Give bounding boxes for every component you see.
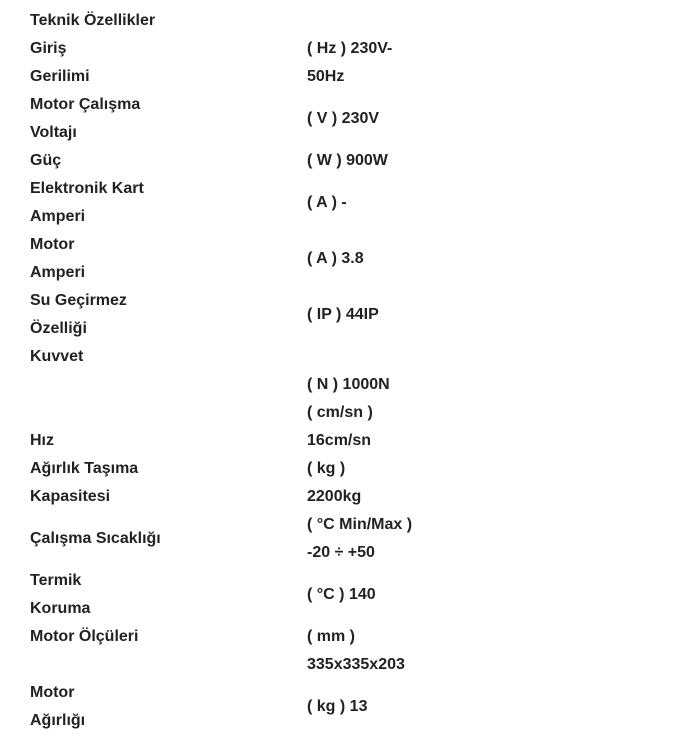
spec-label [30,455,307,511]
spec-row-giris-gerilimi [30,35,670,91]
spec-value-line: ( N ) 1000N [307,376,390,393]
spec-value-line: ( IP ) 44IP [307,306,379,323]
spec-row-kuvvet [30,343,670,399]
spec-row-elektronik-kart-amperi [30,175,670,231]
spec-label-line: Motor Ölçüleri [30,628,139,645]
title-row [30,7,670,35]
spec-label-line: Amperi [30,264,86,281]
spec-label [30,343,307,399]
spec-label-line: Çalışma Sıcaklığı [30,530,161,547]
spec-value-line: ( Hz ) 230V- [307,40,393,57]
spec-label-line: Özelliği [30,320,87,337]
spec-value [307,147,670,175]
spec-label-line: Kuvvet [30,348,84,365]
spec-label-line: Su Geçirmez [30,292,127,309]
spec-label-line: Motor [30,684,75,701]
spec-label [30,399,307,455]
spec-row-motor-olculeri [30,623,670,679]
spec-label-line: Amperi [30,208,86,225]
spec-value [307,35,670,91]
spec-row-guc [30,147,670,175]
spec-value-line: ( cm/sn ) [307,404,373,421]
spec-label-line: Motor Çalışma [30,96,141,113]
spec-row-motor-calisma-voltaji [30,91,670,147]
spec-value [307,343,670,399]
spec-title: Teknik Özellikler [30,12,156,29]
spec-row-termik-koruma [30,567,670,623]
spec-value-line: ( °C ) 140 [307,586,376,603]
spec-label-line: Termik [30,572,82,589]
spec-label [30,35,307,91]
spec-value-line: -20 ÷ +50 [307,544,375,561]
spec-row-agirlik-tasima-kapasitesi [30,455,670,511]
spec-value [307,623,670,679]
spec-value-line: 16cm/sn [307,432,372,449]
spec-label-line: Voltajı [30,124,77,141]
spec-table [30,7,670,735]
spec-label [30,623,307,679]
spec-value-line: ( °C Min/Max ) [307,516,413,533]
spec-value-line: ( A ) 3.8 [307,250,364,267]
spec-value-line: ( V ) 230V [307,110,380,127]
spec-value-line: ( A ) - [307,194,347,211]
spec-value [307,511,670,567]
spec-label-line: Gerilimi [30,68,90,85]
spec-value [307,287,670,343]
spec-value [307,679,670,735]
spec-row-calisma-sicakligi [30,511,670,567]
spec-label-line: Motor [30,236,75,253]
spec-label [30,679,307,735]
spec-label-line: Güç [30,152,62,169]
spec-row-motor-amperi [30,231,670,287]
spec-value [307,567,670,623]
spec-row-hiz [30,399,670,455]
spec-value-line: ( kg ) 13 [307,698,368,715]
spec-label-line: Koruma [30,600,91,617]
spec-label-line: Kapasitesi [30,488,111,505]
spec-value [307,399,670,455]
spec-label-line: Hız [30,432,54,449]
spec-value [307,91,670,147]
spec-value-line: ( kg ) [307,460,346,477]
spec-value [307,455,670,511]
spec-label [30,511,307,567]
spec-label [30,91,307,147]
spec-label-line: Ağırlığı [30,712,86,729]
spec-label-line: Giriş [30,40,67,57]
spec-label-line: Ağırlık Taşıma [30,460,139,477]
spec-label [30,147,307,175]
spec-label [30,231,307,287]
spec-value [307,175,670,231]
spec-label [30,567,307,623]
spec-label-line: Elektronik Kart [30,180,144,197]
spec-value-line: ( W ) 900W [307,152,388,169]
spec-row-motor-agirligi [30,679,670,735]
spec-value-line: 2200kg [307,488,362,505]
spec-label [30,287,307,343]
spec-row-su-gecirmez-ozelligi [30,287,670,343]
spec-value-line: 50Hz [307,68,345,85]
spec-value-line: ( mm ) [307,628,355,645]
spec-value-line: 335x335x203 [307,656,405,673]
spec-value [307,231,670,287]
spec-label [30,175,307,231]
